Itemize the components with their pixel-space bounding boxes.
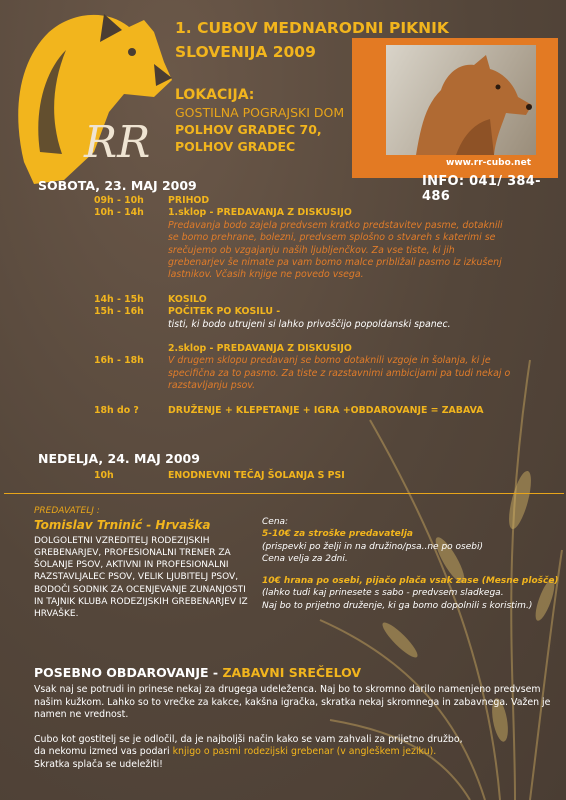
schedule-time: 16h - 18h	[94, 355, 144, 367]
location-line-3: POLHOV GRADEC	[175, 139, 296, 154]
schedule-row	[94, 470, 514, 482]
schedule-description: tisti, ki bodo utrujeni si lahko privoščijo popoldanski spanec.	[168, 318, 451, 330]
gift-paragraph-2-line-1: Cubo kot gostitelj se je odločil, da je najboljši način kako se vam zahvali za prijetno družbo,	[34, 733, 463, 745]
saturday-heading: SOBOTA, 23. MAJ 2009	[38, 178, 197, 193]
saturday-schedule	[94, 195, 514, 417]
monogram-text: RR	[84, 117, 151, 168]
gift-book-highlight: knjigo o pasmi rodezijski grebenar (v angleškem jeziku).	[172, 746, 437, 758]
price-lecturer: 5-10€ za stroške predavatelja	[262, 529, 413, 540]
schedule-row	[94, 306, 514, 331]
price-food: 10€ hrana po osebi, pijačo plača vsak zase (Mesne plošče)	[262, 576, 559, 587]
section-divider	[4, 493, 564, 494]
schedule-title: PRIHOD	[168, 195, 210, 206]
dog-photo	[386, 45, 536, 155]
title-line-1: 1. CUBOV MEDNARODNI PIKNIK	[175, 19, 449, 37]
gift-heading-white: POSEBNO OBDAROVANJE -	[34, 665, 223, 680]
schedule-title: KOSILO	[168, 293, 207, 305]
price-food-note-2: Naj bo to prijetno druženje, ki ga bomo dopolnili s koristim.)	[262, 600, 533, 611]
schedule-title: ENODNEVNI TEČAJ ŠOLANJA S PSI	[168, 470, 345, 481]
schedule-row	[94, 294, 514, 306]
info-phone: INFO: 041/ 384-486	[422, 174, 541, 204]
location-line-1: GOSTILNA POGRAJSKI DOM	[175, 105, 345, 120]
sunday-schedule	[94, 470, 514, 482]
schedule-time	[94, 343, 168, 355]
schedule-row	[94, 207, 514, 281]
schedule-time: 14h - 15h	[94, 293, 144, 305]
price-lecturer-note-1: (prispevki po želji in na družino/psa..ne po osebi)	[262, 541, 483, 552]
price-label: Cena:	[262, 517, 289, 527]
prices-block	[262, 516, 562, 612]
schedule-row	[94, 343, 514, 355]
gift-text	[34, 684, 554, 772]
gift-heading-orange: ZABAVNI SREČELOV	[222, 665, 362, 680]
schedule-row	[94, 355, 514, 392]
schedule-title: DRUŽENJE + KLEPETANJE + IGRA +OBDAROVANJE = ZABAVA	[168, 404, 484, 416]
schedule-time: 18h do ?	[94, 404, 139, 416]
location-label: LOKACIJA:	[175, 87, 255, 103]
sunday-heading: NEDELJA, 24. MAJ 2009	[38, 451, 200, 466]
website-url: www.rr-cubo.net	[446, 158, 531, 168]
lecturer-bio: DOLGOLETNI VZREDITELJ RODEZIJSKIH GREBENARJEV, PROFESIONALNI TRENER ZA ŠOLANJE PSOV, AKTIVNI IN PROFESIONALNI RAZSTAVLJALEC PSOV, VELIK LJUBITELJ PSOV, BODOČI SODNIK ZA OCENJEVANJE ZUNANJOSTI IN TAJNIK KLUBA RODEZIJSKIH GREBENARJEV IZ HRVAŠKE.	[34, 535, 248, 620]
price-lecturer-note-2: Cena velja za 2dni.	[262, 553, 348, 564]
schedule-time: 10h - 14h	[94, 207, 144, 219]
gift-paragraph-2-line-2	[34, 746, 554, 759]
gift-paragraph-2-line-3: Skratka splača se udeležiti!	[34, 758, 163, 770]
dog-silhouette-icon	[386, 45, 536, 155]
lecturer-block	[34, 505, 256, 621]
location-block	[175, 87, 344, 155]
schedule-time: 09h - 10h	[94, 195, 144, 206]
schedule-time: 10h	[94, 470, 114, 481]
location-line-2: POLHOV GRADEC 70,	[175, 122, 322, 137]
gift-heading	[34, 665, 361, 680]
lecturer-name: Tomislav Trninić - Hrvaška	[34, 518, 211, 533]
dog-logo	[4, 2, 174, 192]
gift-paragraph-1: Vsak naj se potrudi in prinese nekaj za drugega udeleženca. Naj bo to skromno darilo namenjeno predvsem našim kužkom. Lahko so to vrečke za kakce, kakšna igračka, skratka nekaj skromnega in zabavnega. Važen je namen ne vrednost.	[34, 684, 551, 721]
schedule-row	[94, 195, 514, 207]
gift-paragraph-2-pre: da nekomu izmed vas podari	[34, 746, 173, 758]
lecturer-label: PREDAVATELJ :	[34, 506, 100, 516]
schedule-title: 1.sklop - PREDAVANJA Z DISKUSIJO	[168, 207, 352, 219]
schedule-title: 2.sklop - PREDAVANJA Z DISKUSIJO	[168, 343, 352, 355]
schedule-description: Predavanja bodo zajela predvsem kratko predstavitev pasme, dotaknili se bomo prehrane, bolezni, predvsem splošno o stvareh s katerimi se srečujemo ob vzgajanju naših ljubljenčkov. Za vse tiste, ki jih grebenarjev še nimate pa vam bomo malce približali pasmo iz izkušenj lastnikov. Včasih knjige ne povedo vsega.	[168, 219, 503, 281]
schedule-description: V drugem sklopu predavanj se bomo dotaknili vzgoje in šolanja, ki je specifična za to pasmo. Za tiste z razstavnimi ambicijami pa tudi nekaj o razstavljanju psov.	[168, 355, 511, 392]
title-line-2: SLOVENIJA 2009	[175, 43, 316, 61]
schedule-title: POČITEK PO KOSILU -	[168, 306, 281, 318]
schedule-time: 15h - 16h	[94, 306, 144, 318]
price-food-note-1: (lahko tudi kaj prinesete s sabo - predvsem sladkega.	[262, 588, 504, 599]
schedule-row	[94, 405, 514, 417]
